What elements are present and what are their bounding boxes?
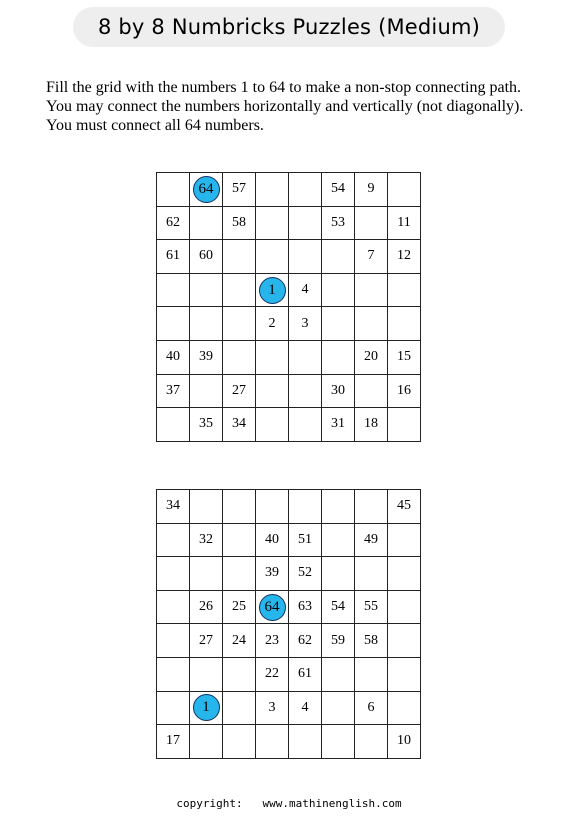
grid-cell[interactable]	[355, 725, 388, 759]
grid-cell[interactable]: 4	[289, 691, 322, 725]
grid-cell[interactable]: 16	[388, 374, 421, 408]
grid-cell[interactable]: 60	[190, 240, 223, 274]
grid-cell[interactable]	[388, 691, 421, 725]
grid-cell[interactable]	[190, 490, 223, 524]
grid-cell[interactable]: 24	[223, 624, 256, 658]
grid-cell[interactable]	[157, 173, 190, 207]
instructions	[46, 78, 546, 135]
grid-cell[interactable]	[388, 590, 421, 624]
grid-cell[interactable]	[190, 374, 223, 408]
grid-cell[interactable]	[190, 173, 223, 207]
grid-cell[interactable]: 27	[223, 374, 256, 408]
highlighted-number-circle: 1	[259, 277, 286, 304]
grid-cell[interactable]	[223, 307, 256, 341]
grid-row	[157, 340, 421, 374]
grid-cell[interactable]	[322, 340, 355, 374]
grid-cell[interactable]: 45	[388, 490, 421, 524]
grid-cell[interactable]: 30	[322, 374, 355, 408]
grid-cell[interactable]	[289, 206, 322, 240]
grid-cell[interactable]: 59	[322, 624, 355, 658]
grid-cell[interactable]: 54	[322, 173, 355, 207]
grid-row	[157, 307, 421, 341]
grid-cell[interactable]	[190, 307, 223, 341]
grid-cell[interactable]	[289, 240, 322, 274]
grid-cell[interactable]: 20	[355, 340, 388, 374]
grid-cell[interactable]: 57	[223, 173, 256, 207]
grid-cell[interactable]	[223, 691, 256, 725]
grid-cell[interactable]	[190, 657, 223, 691]
grid-row	[157, 206, 421, 240]
grid-cell[interactable]: 11	[388, 206, 421, 240]
grid-row	[157, 691, 421, 725]
grid-row	[157, 490, 421, 524]
grid-cell[interactable]: 35	[190, 408, 223, 442]
grid-cell[interactable]	[190, 691, 223, 725]
grid-cell[interactable]	[256, 340, 289, 374]
grid-cell[interactable]	[223, 340, 256, 374]
grid-cell[interactable]: 15	[388, 340, 421, 374]
grid-cell[interactable]	[190, 557, 223, 591]
grid-cell[interactable]: 12	[388, 240, 421, 274]
grid-row	[157, 523, 421, 557]
grid-cell[interactable]	[388, 557, 421, 591]
grid-cell[interactable]	[289, 374, 322, 408]
grid-cell[interactable]	[223, 657, 256, 691]
grid-cell[interactable]	[388, 657, 421, 691]
grid-cell[interactable]: 61	[157, 240, 190, 274]
grid-cell[interactable]: 34	[157, 490, 190, 524]
grid-cell[interactable]	[388, 624, 421, 658]
grid-cell[interactable]	[190, 206, 223, 240]
grid-cell[interactable]: 40	[256, 523, 289, 557]
grid-cell[interactable]	[355, 657, 388, 691]
copyright-site: www.mathinenglish.com	[262, 797, 402, 810]
grid-cell[interactable]: 17	[157, 725, 190, 759]
grid-cell[interactable]	[322, 691, 355, 725]
instruction-line: You must connect all 64 numbers.	[46, 117, 264, 134]
grid-cell[interactable]: 7	[355, 240, 388, 274]
grid-row	[157, 725, 421, 759]
puzzle-grid-1	[156, 172, 421, 442]
grid-cell[interactable]: 34	[223, 408, 256, 442]
grid-cell[interactable]: 26	[190, 590, 223, 624]
grid-cell[interactable]	[256, 273, 289, 307]
grid-cell[interactable]: 22	[256, 657, 289, 691]
grid-cell[interactable]	[256, 408, 289, 442]
grid-cell[interactable]	[388, 408, 421, 442]
grid-cell[interactable]	[157, 523, 190, 557]
grid-cell[interactable]	[256, 374, 289, 408]
grid-cell[interactable]: 25	[223, 590, 256, 624]
grid-cell[interactable]	[223, 240, 256, 274]
grid-cell[interactable]: 63	[289, 590, 322, 624]
grid-cell[interactable]	[256, 206, 289, 240]
grid-cell[interactable]: 62	[289, 624, 322, 658]
grid-cell[interactable]	[289, 725, 322, 759]
grid-cell[interactable]: 3	[256, 691, 289, 725]
title-banner	[73, 7, 505, 47]
grid-cell[interactable]	[289, 490, 322, 524]
grid-cell[interactable]	[355, 490, 388, 524]
grid-cell[interactable]: 4	[289, 273, 322, 307]
grid-cell[interactable]	[190, 273, 223, 307]
grid-cell[interactable]: 58	[355, 624, 388, 658]
grid-cell[interactable]	[256, 725, 289, 759]
grid-cell[interactable]	[157, 590, 190, 624]
grid-cell[interactable]: 31	[322, 408, 355, 442]
grid-cell[interactable]	[289, 340, 322, 374]
highlighted-number-circle: 1	[193, 694, 220, 721]
grid-row	[157, 624, 421, 658]
grid-row	[157, 374, 421, 408]
grid-cell[interactable]	[388, 523, 421, 557]
grid-cell[interactable]	[223, 273, 256, 307]
grid-cell[interactable]	[322, 307, 355, 341]
grid-cell[interactable]: 55	[355, 590, 388, 624]
grid-cell[interactable]	[223, 725, 256, 759]
grid-cell[interactable]	[157, 557, 190, 591]
instruction-line: Fill the grid with the numbers 1 to 64 to make a non-stop connecting path.	[46, 79, 522, 96]
grid-cell[interactable]	[355, 374, 388, 408]
grid-cell[interactable]: 53	[322, 206, 355, 240]
grid-cell[interactable]	[256, 173, 289, 207]
grid-cell[interactable]: 39	[256, 557, 289, 591]
instruction-line: You may connect the numbers horizontally and vertically (not diagonally).	[46, 98, 524, 115]
grid-row	[157, 240, 421, 274]
grid-cell[interactable]	[223, 523, 256, 557]
grid-row	[157, 657, 421, 691]
grid-cell[interactable]	[322, 240, 355, 274]
grid-cell[interactable]	[157, 624, 190, 658]
grid-cell[interactable]	[256, 490, 289, 524]
grid-cell[interactable]	[355, 557, 388, 591]
copyright-label: copyright:	[176, 797, 243, 810]
grid-cell[interactable]	[256, 590, 289, 624]
grid-cell[interactable]	[256, 240, 289, 274]
grid-cell[interactable]: 62	[157, 206, 190, 240]
grid-cell[interactable]	[157, 273, 190, 307]
grid-cell[interactable]	[355, 307, 388, 341]
grid-cell[interactable]	[355, 273, 388, 307]
grid-cell[interactable]: 2	[256, 307, 289, 341]
grid-cell[interactable]	[289, 173, 322, 207]
grid-cell[interactable]	[322, 523, 355, 557]
highlighted-number-circle: 64	[259, 594, 286, 621]
grid-cell[interactable]: 3	[289, 307, 322, 341]
grid-cell[interactable]	[223, 490, 256, 524]
grid-cell[interactable]: 51	[289, 523, 322, 557]
grid-cell[interactable]	[157, 307, 190, 341]
highlighted-number-circle: 64	[193, 176, 220, 203]
grid-cell[interactable]	[322, 490, 355, 524]
grid-cell[interactable]	[157, 691, 190, 725]
grid-cell[interactable]: 18	[355, 408, 388, 442]
page-title: 8 by 8 Numbricks Puzzles (Medium)	[97, 15, 481, 39]
grid-row	[157, 408, 421, 442]
grid-cell[interactable]: 52	[289, 557, 322, 591]
grid-row	[157, 590, 421, 624]
grid-cell[interactable]	[355, 206, 388, 240]
grid-cell[interactable]: 37	[157, 374, 190, 408]
grid-cell[interactable]: 54	[322, 590, 355, 624]
grid-cell[interactable]: 39	[190, 340, 223, 374]
grid-row	[157, 557, 421, 591]
grid-cell[interactable]	[322, 273, 355, 307]
grid-cell[interactable]	[289, 408, 322, 442]
grid-row	[157, 273, 421, 307]
grid-row	[157, 173, 421, 207]
grid-cell[interactable]	[322, 725, 355, 759]
grid-cell[interactable]: 6	[355, 691, 388, 725]
grid-cell[interactable]	[388, 273, 421, 307]
grid-cell[interactable]	[388, 307, 421, 341]
grid-cell[interactable]: 23	[256, 624, 289, 658]
grid-cell[interactable]: 61	[289, 657, 322, 691]
grid-cell[interactable]	[388, 173, 421, 207]
grid-cell[interactable]: 49	[355, 523, 388, 557]
grid-cell[interactable]	[157, 657, 190, 691]
puzzle-grid-2	[156, 489, 421, 759]
grid-cell[interactable]	[322, 657, 355, 691]
grid-cell[interactable]: 27	[190, 624, 223, 658]
grid-cell[interactable]	[322, 557, 355, 591]
grid-cell[interactable]: 40	[157, 340, 190, 374]
grid-cell[interactable]	[190, 725, 223, 759]
grid-cell[interactable]: 9	[355, 173, 388, 207]
grid-cell[interactable]: 10	[388, 725, 421, 759]
copyright-footer	[0, 797, 578, 810]
grid-cell[interactable]	[157, 408, 190, 442]
grid-cell[interactable]: 32	[190, 523, 223, 557]
grid-cell[interactable]	[223, 557, 256, 591]
grid-cell[interactable]: 58	[223, 206, 256, 240]
